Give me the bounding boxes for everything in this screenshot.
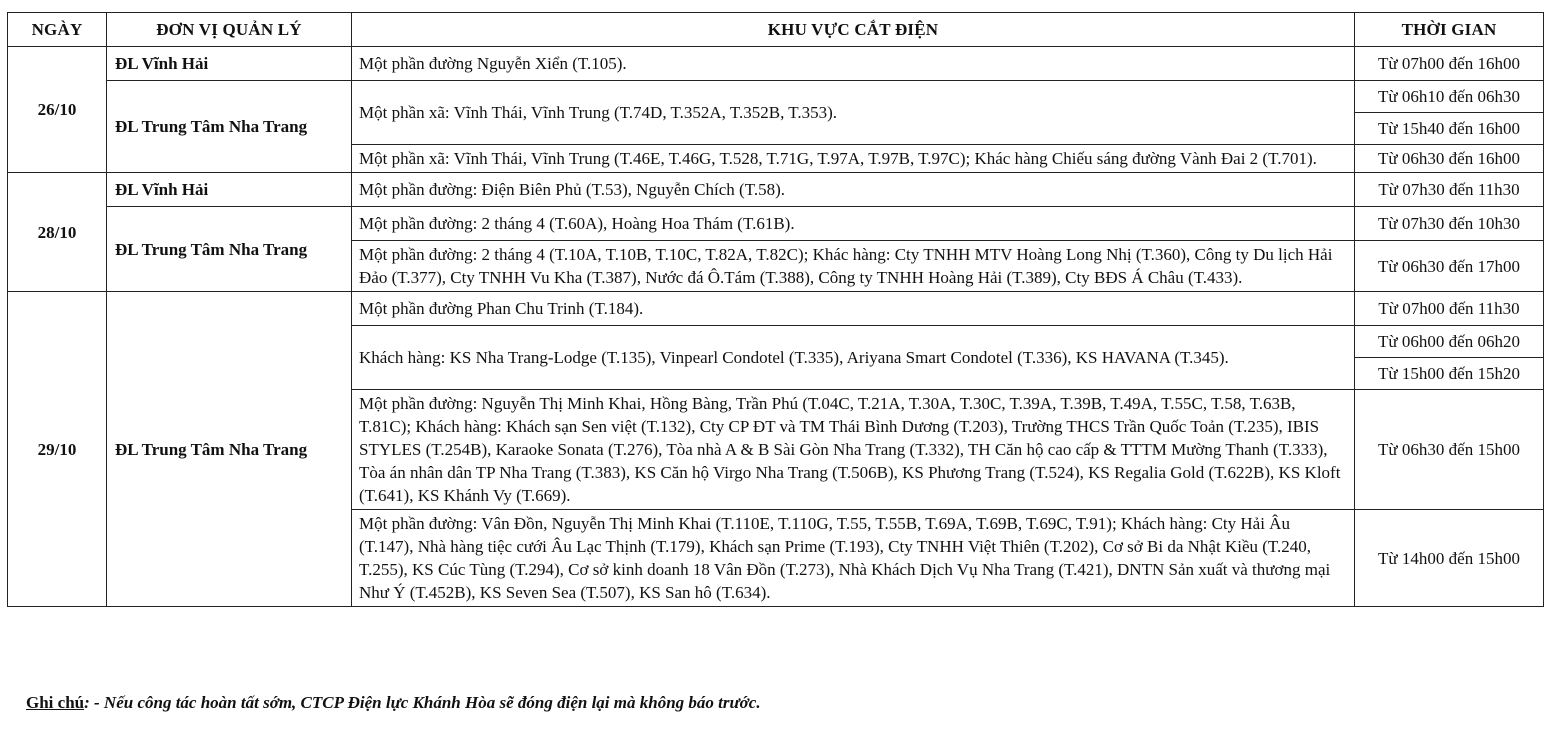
header-unit: ĐƠN VỊ QUẢN LÝ: [107, 13, 352, 47]
day-cell: 26/10: [8, 47, 107, 173]
area-cell: Khách hàng: KS Nha Trang-Lodge (T.135), Vinpearl Condotel (T.335), Ariyana Smart Condotel (T.336), KS HAVANA (T.345).: [352, 326, 1355, 390]
time-cell: Từ 07h30 đến 10h30: [1355, 207, 1544, 241]
day-cell: 28/10: [8, 173, 107, 292]
time-cell: Từ 06h30 đến 15h00: [1355, 390, 1544, 510]
outage-schedule: [7, 12, 1543, 607]
header-area: KHU VỰC CẮT ĐIỆN: [352, 13, 1355, 47]
table-row: [8, 207, 1544, 241]
header-day: NGÀY: [8, 13, 107, 47]
area-cell: Một phần đường Phan Chu Trinh (T.184).: [352, 292, 1355, 326]
unit-cell: ĐL Vĩnh Hải: [107, 173, 352, 207]
header-time: THỜI GIAN: [1355, 13, 1544, 47]
unit-cell: ĐL Vĩnh Hải: [107, 47, 352, 81]
unit-cell: ĐL Trung Tâm Nha Trang: [107, 81, 352, 173]
time-cell: Từ 06h30 đến 17h00: [1355, 241, 1544, 292]
table-row: [8, 47, 1544, 81]
time-cell: Từ 15h00 đến 15h20: [1355, 358, 1544, 390]
time-cell: Từ 07h00 đến 16h00: [1355, 47, 1544, 81]
unit-cell: ĐL Trung Tâm Nha Trang: [107, 292, 352, 607]
table-row: [8, 81, 1544, 113]
area-cell: Một phần xã: Vĩnh Thái, Vĩnh Trung (T.74D, T.352A, T.352B, T.353).: [352, 81, 1355, 145]
table-row: [8, 292, 1544, 326]
outage-table: [7, 12, 1544, 607]
time-cell: Từ 06h30 đến 16h00: [1355, 145, 1544, 173]
area-cell: Một phần đường: Vân Đồn, Nguyễn Thị Minh Khai (T.110E, T.110G, T.55, T.55B, T.69A, T.69B, T.69C, T.91); Khách hàng: Cty Hải Âu (T.147), Nhà hàng tiệc cưới Âu Lạc Thịnh (T.179), Khách sạn Prime (T.193), Cty TNHH Việt Thiên (T.202), Cơ sở Bi da Nhật Kiều (T.240, T.255), KS Cúc Tùng (T.294), Cơ sở kinh doanh 18 Vân Đồn (T.273), Nhà Khách Dịch Vụ Nha Trang (T.421), DNTN Sản xuất và thương mại Như Ý (T.452B), KS Seven Sea (T.507), KS San hô (T.634).: [352, 510, 1355, 607]
time-cell: Từ 06h00 đến 06h20: [1355, 326, 1544, 358]
area-cell: Một phần đường: 2 tháng 4 (T.60A), Hoàng Hoa Thám (T.61B).: [352, 207, 1355, 241]
header-row: [8, 13, 1544, 47]
area-cell: Một phần đường: 2 tháng 4 (T.10A, T.10B, T.10C, T.82A, T.82C); Khác hàng: Cty TNHH MTV Hoàng Long Nhị (T.360), Công ty Du lịch Hải Đảo (T.377), Cty TNHH Vu Kha (T.387), Nước đá Ô.Tám (T.388), Công ty TNHH Hoàng Hải (T.389), Cty BĐS Á Châu (T.433).: [352, 241, 1355, 292]
footnote-label: Ghi chú: [26, 693, 85, 712]
time-cell: Từ 15h40 đến 16h00: [1355, 113, 1544, 145]
area-cell: Một phần xã: Vĩnh Thái, Vĩnh Trung (T.46E, T.46G, T.528, T.71G, T.97A, T.97B, T.97C); Khác hàng Chiếu sáng đường Vành Đai 2 (T.701).: [352, 145, 1355, 173]
time-cell: Từ 14h00 đến 15h00: [1355, 510, 1544, 607]
footnote-text: : - Nếu công tác hoàn tất sớm, CTCP Điện lực Khánh Hòa sẽ đóng điện lại mà không báo trước.: [84, 693, 761, 712]
time-cell: Từ 07h30 đến 11h30: [1355, 173, 1544, 207]
day-cell: 29/10: [8, 292, 107, 607]
time-cell: Từ 06h10 đến 06h30: [1355, 81, 1544, 113]
footnote: [26, 693, 761, 713]
area-cell: Một phần đường: Nguyễn Thị Minh Khai, Hồng Bàng, Trần Phú (T.04C, T.21A, T.30A, T.30C, T.39A, T.39B, T.49A, T.55C, T.58, T.63B, T.81C); Khách hàng: Khách sạn Sen việt (T.132), Cty CP ĐT và TM Thái Bình Dương (T.203), Trường THCS Trần Quốc Toản (T.235), IBIS STYLES (T.254B), Karaoke Sonata (T.276), Tòa nhà A & B Sài Gòn Nha Trang (T.332), TH Căn hộ cao cấp & TTTM Mường Thanh (T.333), Tòa án nhân dân TP Nha Trang (T.383), KS Căn hộ Virgo Nha Trang (T.506B), KS Phương Trang (T.524), KS Regalia Gold (T.622B), KS Kloft (T.641), KS Khánh Vy (T.669).: [352, 390, 1355, 510]
time-cell: Từ 07h00 đến 11h30: [1355, 292, 1544, 326]
table-row: [8, 173, 1544, 207]
area-cell: Một phần đường: Điện Biên Phủ (T.53), Nguyễn Chích (T.58).: [352, 173, 1355, 207]
area-cell: Một phần đường Nguyễn Xiển (T.105).: [352, 47, 1355, 81]
unit-cell: ĐL Trung Tâm Nha Trang: [107, 207, 352, 292]
